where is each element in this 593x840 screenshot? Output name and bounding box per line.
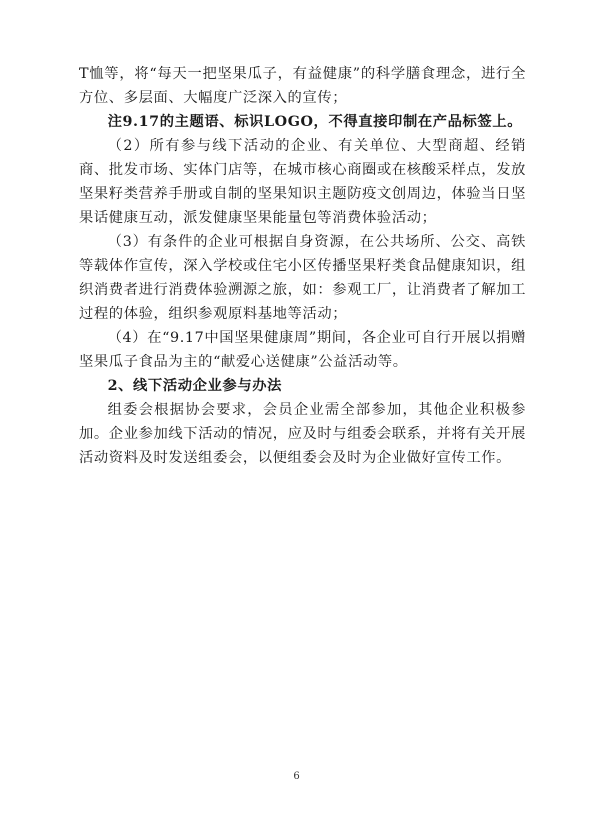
paragraph-item-4: （4）在“9.17中国坚果健康周”期间，各企业可自行开展以捐赠坚果瓜子食品为主的“献爱心送健康”公益活动等。: [79, 330, 526, 370]
document-body: [79, 62, 526, 470]
section-body: 组委会根据协会要求，会员企业需全部参加，其他企业积极参加。企业参加线下活动的情况，应及时与组委会联系，并将有关开展活动资料及时发送组委会，以便组委会及时为企业做好宣传工作。: [79, 402, 526, 466]
paragraph-item-3: （3）有条件的企业可根据自身资源，在公共场所、公交、高铁等载体作宣传，深入学校或住宅小区传播坚果籽类食品健康知识，组织消费者进行消费体验溯源之旅，如：参观工厂，让消费者了解加工过程的体验，组织参观原料基地等活动；: [79, 234, 526, 322]
paragraph-note: 注9.17的主题语、标识LOGO，不得直接印制在产品标签上。: [107, 114, 523, 130]
paragraph-continuation: T恤等，将“每天一把坚果瓜子，有益健康”的科学膳食理念，进行全方位、多层面、大幅度广泛深入的宣传；: [79, 66, 526, 106]
paragraph-item-2: （2）所有参与线下活动的企业、有关单位、大型商超、经销商、批发市场、实体门店等，在城市核心商圈或在核酸采样点，发放坚果籽类营养手册或自制的坚果知识主题防疫文创周边，体验当日坚果话健康互动，派发健康坚果能量包等消费体验活动；: [79, 138, 526, 226]
section-heading: 2、线下活动企业参与办法: [107, 378, 283, 394]
page-number: 6: [293, 771, 300, 782]
